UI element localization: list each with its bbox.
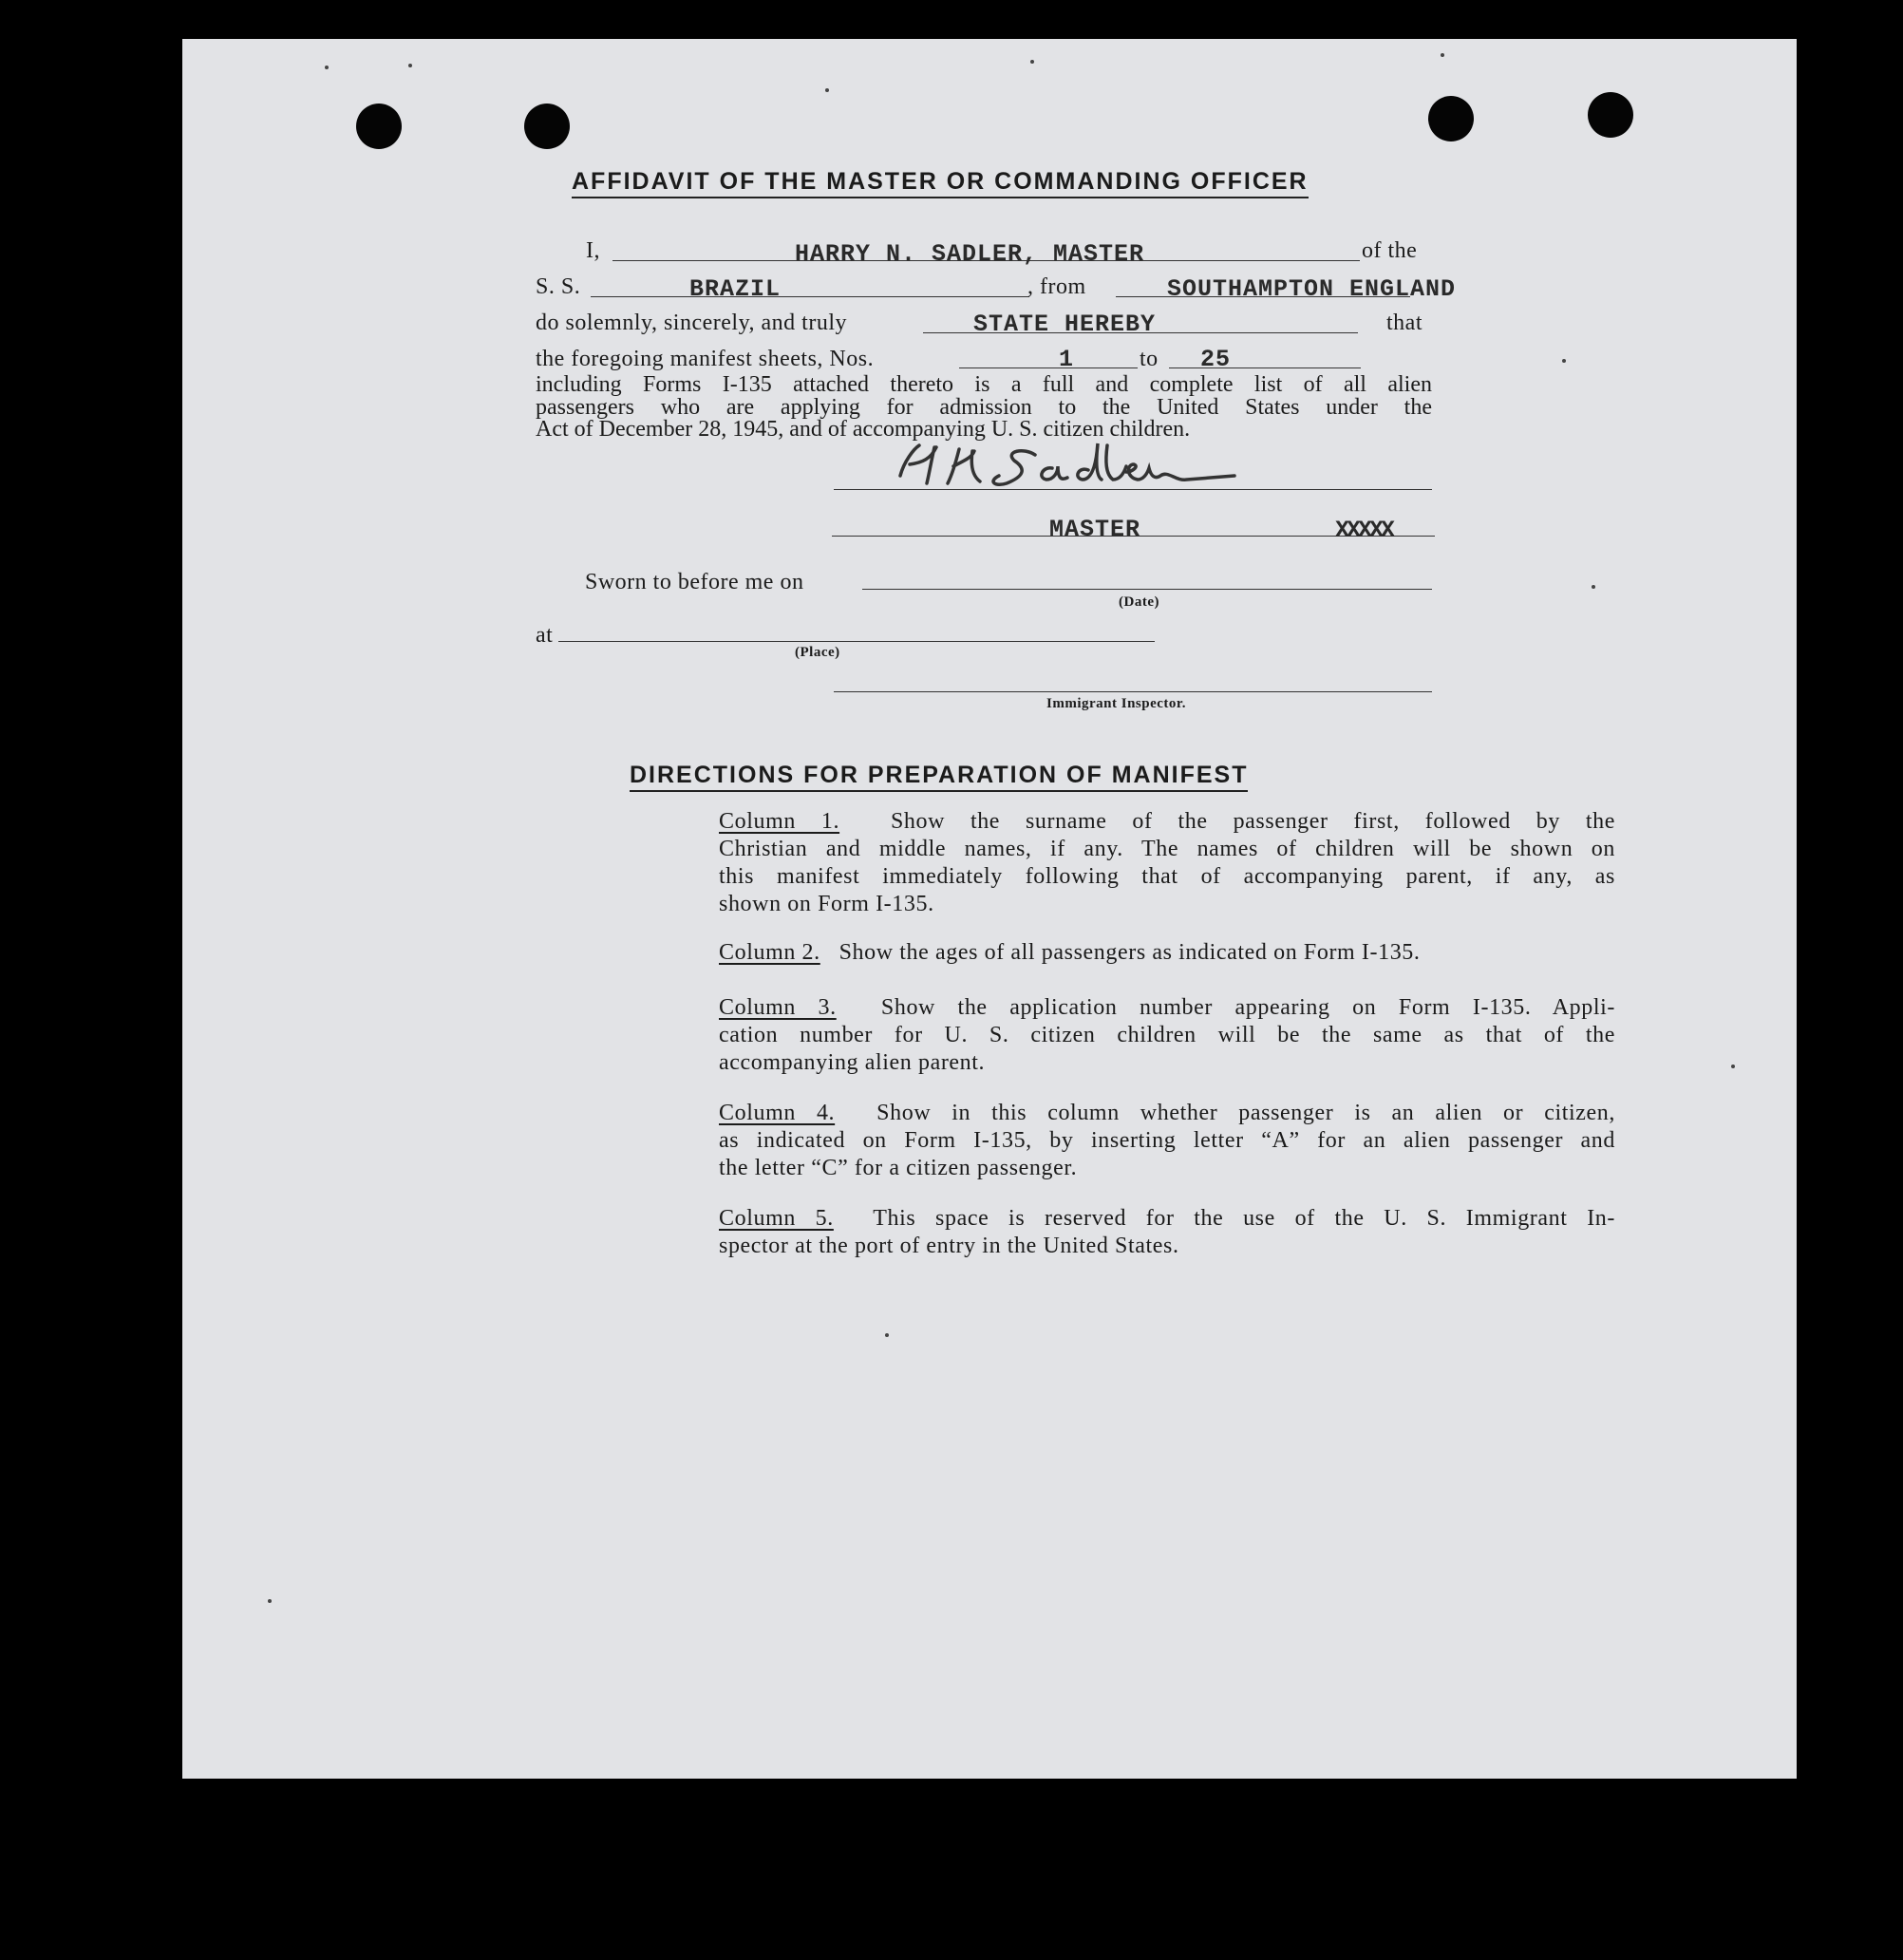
date-caption: (Date) [1119,594,1159,610]
affidavit-solemnly-text: do solemnly, sincerely, and truly [536,311,847,335]
direction-line: Column 3. Show the application number appearing on Form I-135. Appli- [719,995,1615,1020]
affidavit-text-line: Act of December 28, 1945, and of accompanying U. S. citizen children. [536,417,1191,442]
direction-column-2 [719,939,1615,967]
column-label: Column 2. [719,940,820,965]
affidavit-title: AFFIDAVIT OF THE MASTER OR COMMANDING OFFICER [572,168,1309,198]
punch-hole [524,104,570,149]
column-label: Column 1. [719,809,840,834]
punch-hole [1428,96,1474,141]
direction-column-4 [719,1100,1615,1182]
affidavit-word-of-the: of the [1362,238,1418,263]
direction-line: cation number for U. S. citizen children will be the same as that of the [719,1023,1615,1047]
direction-line: accompanying alien parent. [719,1050,986,1075]
direction-line: as indicated on Form I-135, by inserting letter “A” for an alien passenger and [719,1128,1615,1153]
punch-hole [356,104,402,149]
master-name: HARRY N. SADLER, MASTER [795,240,1145,268]
ship-name: BRAZIL [689,275,782,303]
inspector-line [834,691,1432,692]
affidavit-word-ss: S. S. [536,274,581,299]
direction-line: Christian and middle names, if any. The names of children will be shown on [719,837,1615,861]
dust-speck [1030,60,1034,64]
column-label: Column 5. [719,1206,834,1231]
master-title-typed: MASTER [1049,516,1141,543]
affidavit-word-that: that [1386,311,1423,335]
dust-speck [1731,1065,1735,1068]
column-label: Column 3. [719,995,837,1020]
affidavit-text-line: passengers who are applying for admission to the United States under the [536,395,1432,420]
dust-speck [1592,585,1595,589]
punch-hole [1588,92,1633,138]
affidavit-word-from: , from [1027,274,1086,299]
statement-typed: STATE HEREBY [973,311,1157,338]
place-caption: (Place) [795,645,840,660]
sworn-text: Sworn to before me on [585,570,804,594]
direction-column-5 [719,1205,1615,1260]
direction-line: Column 1. Show the surname of the passenger first, followed by the [719,809,1616,834]
direction-line: Column 5. This space is reserved for the use of the U. S. Immigrant In- [719,1206,1616,1231]
direction-column-1 [719,808,1615,918]
direction-column-3 [719,994,1615,1077]
document-page [182,39,1797,1779]
direction-line: Column 2. Show the ages of all passengers as indicated on Form I-135. [719,940,1421,965]
signature-line [834,489,1432,490]
sheet-number-from: 1 [1059,346,1075,373]
place-line [558,641,1155,642]
column-label: Column 4. [719,1101,836,1125]
affidavit-word-to: to [1140,347,1159,371]
inspector-caption: Immigrant Inspector. [1046,696,1186,711]
dust-speck [885,1333,889,1337]
ship-name-line [591,296,1029,297]
date-line [862,589,1432,590]
direction-line: Column 4. Show in this column whether passenger is an alien or citizen, [719,1101,1616,1125]
direction-line: the letter “C” for a citizen passenger. [719,1156,1078,1180]
affidavit-text-line: including Forms I-135 attached thereto is a full and complete list of all alien [536,372,1432,397]
dust-speck [268,1599,272,1603]
sheet-number-to: 25 [1200,346,1232,373]
direction-line: this manifest immediately following that of accompanying parent, if any, as [719,864,1615,889]
dust-speck [1441,53,1444,57]
struck-out-title: XXXXX [1335,517,1393,544]
dust-speck [825,88,829,92]
dust-speck [408,64,412,67]
directions-title: DIRECTIONS FOR PREPARATION OF MANIFEST [630,762,1248,792]
departure-place: SOUTHAMPTON ENGLAND [1167,275,1457,303]
master-signature [893,438,1291,495]
direction-line: shown on Form I-135. [719,892,934,916]
dust-speck [1562,359,1566,363]
direction-line: spector at the port of entry in the United States. [719,1234,1179,1258]
affidavit-word-i: I, [586,238,600,263]
dust-speck [325,66,329,69]
affidavit-word-at: at [536,623,554,648]
affidavit-foregoing-text: the foregoing manifest sheets, Nos. [536,347,875,371]
